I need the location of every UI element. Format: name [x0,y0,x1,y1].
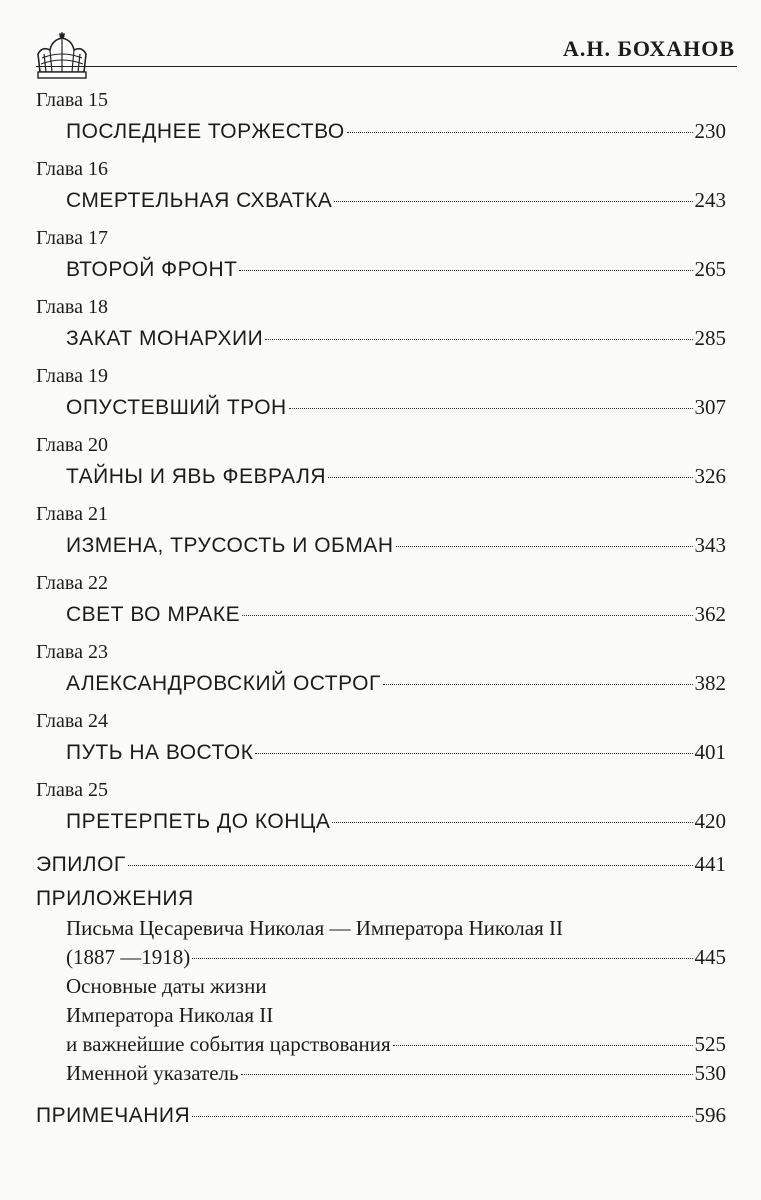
chapter-title-row[interactable] [36,388,726,426]
leader-dots [347,132,693,133]
page-number: 530 [694,1061,726,1085]
author-name: А.Н. БОХАНОВ [563,36,735,61]
appendices-heading: ПРИЛОЖЕНИЯ [36,887,194,910]
chapter-title-row[interactable] [36,319,726,357]
chapter-title-row[interactable] [36,664,726,702]
crown-icon [32,32,92,82]
letters-title-line2: (1887 —1918) [66,945,191,969]
page-number: 441 [694,852,726,876]
toc-chapter-entry[interactable] [36,226,726,288]
leader-dots [396,546,693,547]
chapter-title: ОПУСТЕВШИЙ ТРОН [66,396,287,419]
toc-entry-notes[interactable] [36,1098,726,1132]
chapter-title: ПОСЛЕДНЕЕ ТОРЖЕСТВО [66,120,345,143]
epilogue-title: ЭПИЛОГ [36,853,126,876]
dates-title-line1: Основные даты жизни [66,974,267,998]
toc-chapter-entry[interactable] [36,640,726,702]
toc-chapter-entry[interactable] [36,709,726,771]
page-number: 596 [694,1103,726,1127]
chapter-number: Глава 22 [36,572,108,594]
page-number: 362 [694,602,726,626]
page-header [0,0,761,90]
toc-chapter-entry[interactable] [36,157,726,219]
chapter-number: Глава 21 [36,503,108,525]
chapter-title: АЛЕКСАНДРОВСКИЙ ОСТРОГ [66,672,381,695]
leader-dots [332,822,692,823]
leader-dots [383,684,693,685]
chapter-number: Глава 20 [36,434,108,456]
chapter-number: Глава 23 [36,641,108,663]
chapter-title: ПУТЬ НА ВОСТОК [66,741,254,764]
toc-entry-dates[interactable] [36,1030,726,1059]
leader-dots [255,753,692,754]
toc-chapter-entry[interactable] [36,433,726,495]
chapter-number: Глава 18 [36,296,108,318]
leader-dots [242,615,692,616]
page-number: 265 [694,257,726,281]
chapter-number: Глава 15 [36,89,108,111]
toc-entry-letters[interactable] [36,943,726,972]
toc-entry-index[interactable] [36,1059,726,1088]
toc-chapter-entry[interactable] [36,571,726,633]
chapter-number: Глава 16 [36,158,108,180]
chapter-title-row[interactable] [36,250,726,288]
chapter-number: Глава 17 [36,227,108,249]
page-number: 326 [694,464,726,488]
page-number: 382 [694,671,726,695]
chapter-title: ИЗМЕНА, ТРУСОСТЬ И ОБМАН [66,534,394,557]
dates-title-line3: и важнейшие события царствования [66,1032,391,1056]
page-number: 343 [694,533,726,557]
leader-dots [192,1116,692,1117]
leader-dots [128,865,693,866]
dates-title-line2: Императора Николая II [66,1003,274,1027]
leader-dots [265,339,692,340]
chapter-title-row[interactable] [36,457,726,495]
chapter-number: Глава 25 [36,779,108,801]
chapter-number: Глава 19 [36,365,108,387]
chapter-title-row[interactable] [36,181,726,219]
leader-dots [328,477,692,478]
page-number: 445 [694,945,726,969]
header-rule [36,66,737,67]
leader-dots [334,201,692,202]
chapter-title-row[interactable] [36,526,726,564]
page-number: 401 [694,740,726,764]
page-number: 307 [694,395,726,419]
page-number: 420 [694,809,726,833]
chapter-title-row[interactable] [36,802,726,840]
leader-dots [192,958,692,959]
notes-title: ПРИМЕЧАНИЯ [36,1104,191,1127]
toc-chapter-entry[interactable] [36,295,726,357]
chapter-title: ВТОРОЙ ФРОНТ [66,258,238,281]
chapter-title-row[interactable] [36,733,726,771]
page-number: 285 [694,326,726,350]
appendices-section [36,884,726,1088]
toc-chapter-entry[interactable] [36,364,726,426]
chapter-title-row[interactable] [36,595,726,633]
leader-dots [241,1074,693,1075]
toc-entry-epilogue[interactable] [36,847,726,881]
chapter-title: ПРЕТЕРПЕТЬ ДО КОНЦА [66,810,331,833]
chapter-number: Глава 24 [36,710,108,732]
page-number: 243 [694,188,726,212]
toc-chapter-entry[interactable] [36,778,726,840]
chapter-title: ЗАКАТ МОНАРХИИ [66,327,264,350]
chapter-title: ТАЙНЫ И ЯВЬ ФЕВРАЛЯ [66,465,327,488]
chapter-title: СВЕТ ВО МРАКЕ [66,603,241,626]
leader-dots [393,1045,693,1046]
index-title: Именной указатель [66,1061,239,1085]
toc-chapter-entry[interactable] [36,502,726,564]
toc-chapter-entry[interactable] [36,88,726,150]
chapter-title-row[interactable] [36,112,726,150]
chapter-title: СМЕРТЕЛЬНАЯ СХВАТКА [66,189,333,212]
page-number: 525 [694,1032,726,1056]
letters-title-line1: Письма Цесаревича Николая — Императора Николая II [66,916,563,940]
page-number: 230 [694,119,726,143]
leader-dots [289,408,693,409]
leader-dots [239,270,692,271]
table-of-contents [36,88,726,1132]
